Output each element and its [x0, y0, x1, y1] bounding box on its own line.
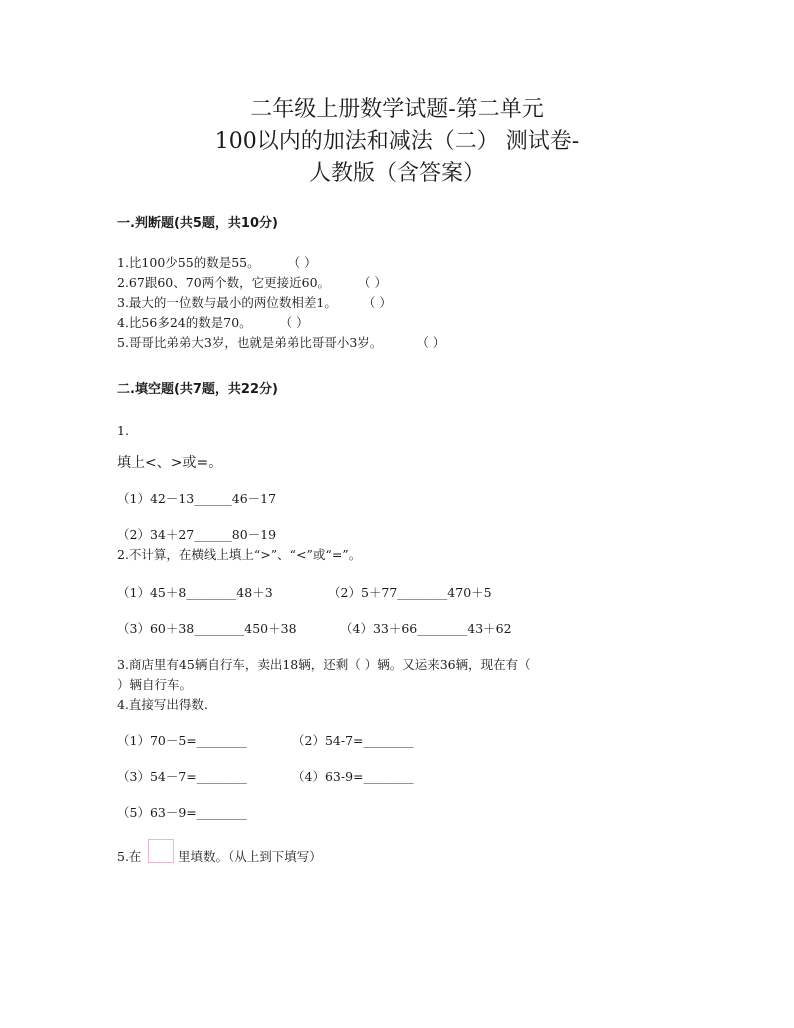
answer-parentheses: （ ） — [358, 275, 388, 290]
judgement-item-1 — [117, 254, 317, 272]
answer-parentheses: （ ） — [287, 255, 317, 270]
fill-q1-number: 1. — [117, 423, 129, 438]
page-title-line-1: 二年级上册数学试题-第二单元 — [250, 97, 544, 122]
fill-q5-prefix: 5.在 — [117, 849, 142, 864]
judgement-item-text: 2.67跟60、70两个数，它更接近60。 — [117, 275, 331, 290]
answer-parentheses: （ ） — [279, 315, 309, 330]
fill-q2-part-4: （4）33＋66________43＋62 — [340, 621, 512, 636]
section-heading-fill-blank: 二.填空题(共7题，共22分) — [117, 382, 278, 397]
answer-box — [148, 839, 174, 863]
fill-q4-part-3: （3）54－7=________ — [117, 769, 247, 784]
fill-q2-part-1: （1）45＋8________48＋3 — [117, 585, 273, 600]
judgement-item-5 — [117, 334, 445, 352]
fill-q3-line-1: 3.商店里有45辆自行车，卖出18辆，还剩（ ）辆。又运来36辆，现在有（ — [117, 657, 531, 672]
fill-q3-line-2: ）辆自行车。 — [117, 677, 193, 692]
judgement-item-4 — [117, 314, 309, 332]
judgement-item-text: 4.比56多24的数是70。 — [117, 315, 252, 330]
fill-q1-part-2: （2）34＋27______80－19 — [117, 527, 277, 542]
judgement-item-3 — [117, 294, 392, 312]
judgement-item-text: 3.最大的一位数与最小的两位数相差1。 — [117, 295, 337, 310]
fill-q2-part-2: （2）5＋77________470＋5 — [328, 585, 492, 600]
fill-q5-suffix: 里填数。（从上到下填写） — [178, 849, 322, 864]
fill-q4-part-5: （5）63－9=________ — [117, 805, 247, 820]
fill-q2-prompt: 2.不计算，在横线上填上“>”、“<”或“=”。 — [117, 547, 362, 562]
fill-q1-prompt: 填上<、>或=。 — [117, 455, 223, 471]
fill-q2-part-3: （3）60＋38________450＋38 — [117, 621, 297, 636]
page-title-line-3: 人教版（含答案） — [308, 161, 485, 186]
answer-parentheses: （ ） — [416, 335, 446, 350]
answer-parentheses: （ ） — [362, 295, 392, 310]
judgement-item-2 — [117, 274, 387, 292]
fill-q4-part-2: （2）54-7=________ — [292, 733, 414, 748]
judgement-item-text: 1.比100少55的数是55。 — [117, 255, 260, 270]
fill-q4-part-1: （1）70－5=________ — [117, 733, 247, 748]
fill-q1-part-1: （1）42－13______46－17 — [117, 491, 277, 506]
page-title-line-2: 100以内的加法和减法（二） 测试卷- — [214, 129, 580, 154]
fill-q4-prompt: 4.直接写出得数. — [117, 697, 208, 712]
section-heading-judgement: 一.判断题(共5题，共10分) — [117, 216, 278, 231]
judgement-item-text: 5.哥哥比弟弟大3岁，也就是弟弟比哥哥小3岁。 — [117, 335, 383, 350]
fill-q4-part-4: （4）63-9=________ — [292, 769, 414, 784]
